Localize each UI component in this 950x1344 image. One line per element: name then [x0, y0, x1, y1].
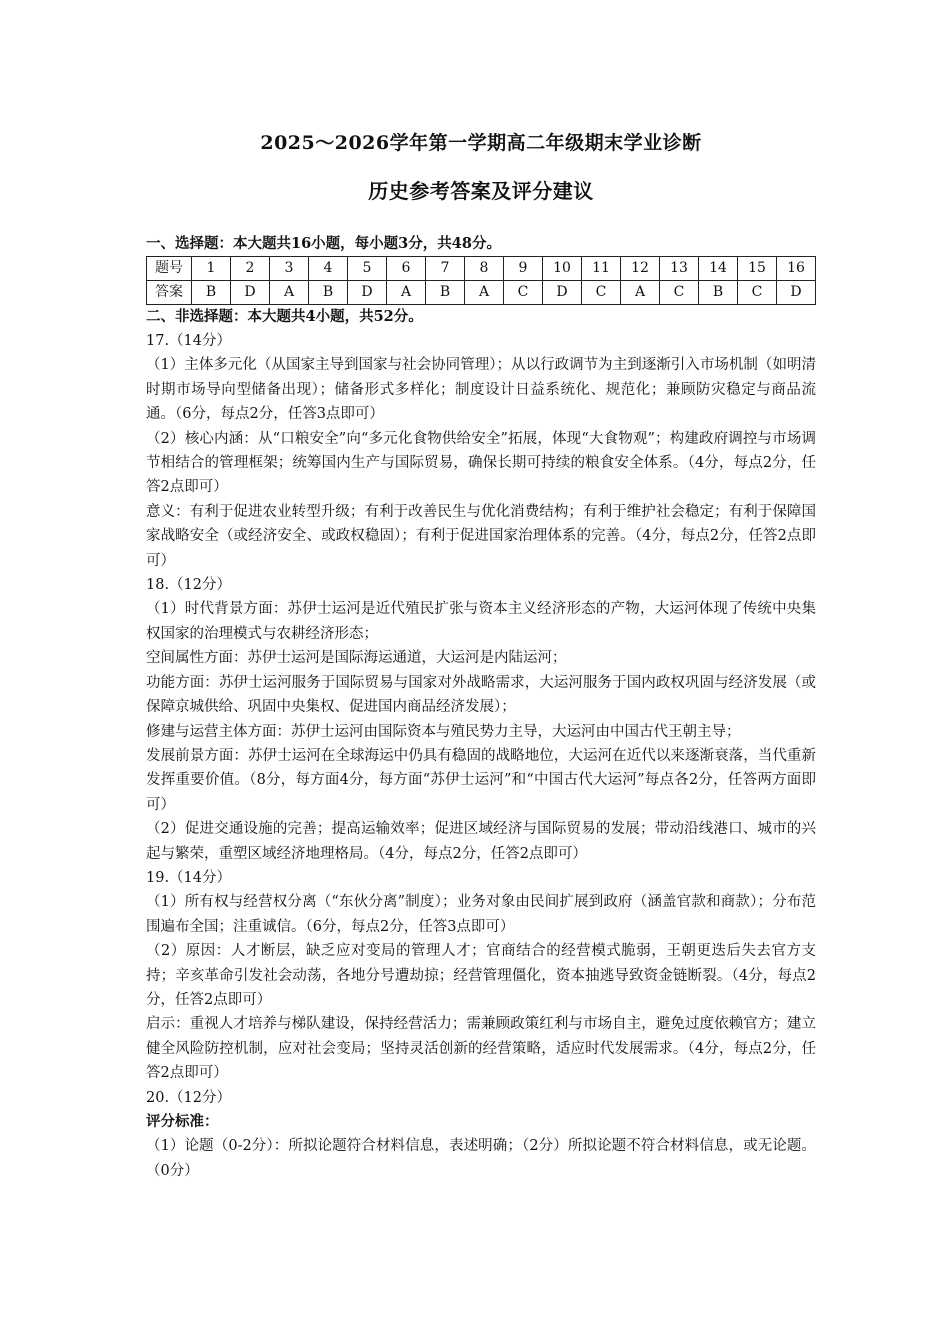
question-number: 13: [660, 257, 699, 281]
answer-paragraph: （1）主体多元化（从国家主导到国家与社会协同管理）；从以行政调节为主到逐渐引入市场机制（如明清时期市场导向型储备出现）；储备形式多样化；制度设计日益系统化、规范化；兼顾防灾稳定与商品流通。（6分，每点2分，任答3点即可）: [146, 357, 816, 423]
answer-paragraph: 意义：有利于促进农业转型升级；有利于改善民生与优化消费结构；有利于维护社会稳定；有利于保障国家战略安全（或经济安全、或政权稳固）；有利于促进国家治理体系的完善。（4分，每点2分，任答2点即可）: [146, 503, 816, 569]
question-number: 2: [231, 257, 270, 281]
answer-cell: D: [543, 281, 582, 305]
answer-paragraph: （1）所有权与经营权分离（“东伙分离”制度）；业务对象由民间扩展到政府（涵盖官款和商款）；分布范围遍布全国；注重诚信。（6分，每点2分，任答3点即可）: [146, 894, 816, 935]
answer-cell: B: [192, 281, 231, 305]
answer-cell: D: [348, 281, 387, 305]
answer-cell: A: [270, 281, 309, 305]
section2-heading: 二、非选择题：本大题共4小题，共52分。: [146, 308, 423, 325]
answer-paragraph: （2）核心内涵：从“口粮安全”向“多元化食物供给安全”拓展，体现“大食物观”；构建政府调控与市场调节相结合的管理框架；统筹国内生产与国际贸易，确保长期可持续的粮食安全体系。（4分，每点2分，任答2点即可）: [146, 430, 816, 496]
question-number: 16: [777, 257, 816, 281]
document-subtitle: 历史参考答案及评分建议: [368, 179, 594, 203]
answer-cell: A: [621, 281, 660, 305]
answer-paragraph: （1）时代背景方面：苏伊士运河是近代殖民扩张与资本主义经济形态的产物，大运河体现了传统中央集权国家的治理模式与农耕经济形态；: [146, 601, 816, 642]
question-number: 9: [504, 257, 543, 281]
grading-heading: 评分标准：: [146, 1113, 219, 1130]
answer-paragraph: （2）促进交通设施的完善；提高运输效率；促进区域经济与国际贸易的发展；带动沿线港口、城市的兴起与繁荣，重塑区域经济地理格局。（4分，每点2分，任答2点即可）: [146, 821, 816, 862]
answer-cell: B: [309, 281, 348, 305]
answer-cell: A: [465, 281, 504, 305]
answer-cell: A: [387, 281, 426, 305]
answer-cell: D: [231, 281, 270, 305]
answer-cell: C: [504, 281, 543, 305]
answer-paragraph: 修建与运营主体方面：苏伊士运河由国际资本与殖民势力主导，大运河由中国古代王朝主导；: [146, 723, 741, 740]
question-number: 15: [738, 257, 777, 281]
answer-cell: C: [738, 281, 777, 305]
question-18-header: 18.（12分）: [146, 577, 232, 594]
answer-cell: C: [582, 281, 621, 305]
question-number: 7: [426, 257, 465, 281]
question-number: 3: [270, 257, 309, 281]
section1-heading: 一、选择题：本大题共16小题，每小题3分，共48分。: [146, 235, 501, 252]
question-number: 8: [465, 257, 504, 281]
row-label-answers: 答案: [147, 281, 192, 305]
question-20-header: 20.（12分）: [146, 1089, 232, 1106]
answer-paragraph: 发展前景方面：苏伊士运河在全球海运中仍具有稳固的战略地位，大运河在近代以来逐渐衰落，当代重新发挥重要价值。（8分，每方面4分，每方面“苏伊士运河”和“中国古代大运河”每点各2分，任答两方面即可）: [146, 747, 816, 813]
answer-table-number-row: [147, 257, 816, 281]
answer-table-answer-row: [147, 281, 816, 305]
answer-paragraph: （2）原因：人才断层，缺乏应对变局的管理人才；官商结合的经营模式脆弱，王朝更迭后失去官方支持；辛亥革命引发社会动荡，各地分号遭劫掠；经营管理僵化，资本抽逃导致资金链断裂。（4分，每点2分，任答2点即可）: [146, 943, 816, 1008]
question-number: 5: [348, 257, 387, 281]
question-number: 14: [699, 257, 738, 281]
question-number: 11: [582, 257, 621, 281]
answer-table: [146, 256, 816, 305]
answer-paragraph: 空间属性方面：苏伊士运河是国际海运通道，大运河是内陆运河；: [146, 650, 567, 667]
row-label-numbers: 题号: [147, 257, 192, 281]
answer-cell: B: [699, 281, 738, 305]
question-number: 10: [543, 257, 582, 281]
answer-cell: D: [777, 281, 816, 305]
question-17-header: 17.（14分）: [146, 333, 232, 349]
question-number: 6: [387, 257, 426, 281]
question-number: 1: [192, 257, 231, 281]
grading-paragraph: （1）论题（0-2分）：所拟论题符合材料信息，表述明确；（2分）所拟论题不符合材料信息，或无论题。（0分）: [146, 1138, 816, 1179]
question-19-header: 19.（14分）: [146, 869, 232, 886]
answer-cell: C: [660, 281, 699, 305]
document-title: 2025～2026学年第一学期高二年级期末学业诊断: [260, 132, 702, 154]
answer-paragraph: 功能方面：苏伊士运河服务于国际贸易与国家对外战略需求，大运河服务于国内政权巩固与经济发展（或保障京城供给、巩固中央集权、促进国内商品经济发展）；: [146, 674, 816, 716]
question-number: 12: [621, 257, 660, 281]
document-page: [146, 128, 816, 1183]
answer-cell: B: [426, 281, 465, 305]
answer-paragraph: 启示：重视人才培养与梯队建设，保持经营活力；需兼顾政策红利与市场自主，避免过度依赖官方；建立健全风险防控机制，应对社会变局；坚持灵活创新的经营策略，适应时代发展需求。（4分，每点2分，任答2点即可）: [146, 1016, 816, 1082]
question-number: 4: [309, 257, 348, 281]
